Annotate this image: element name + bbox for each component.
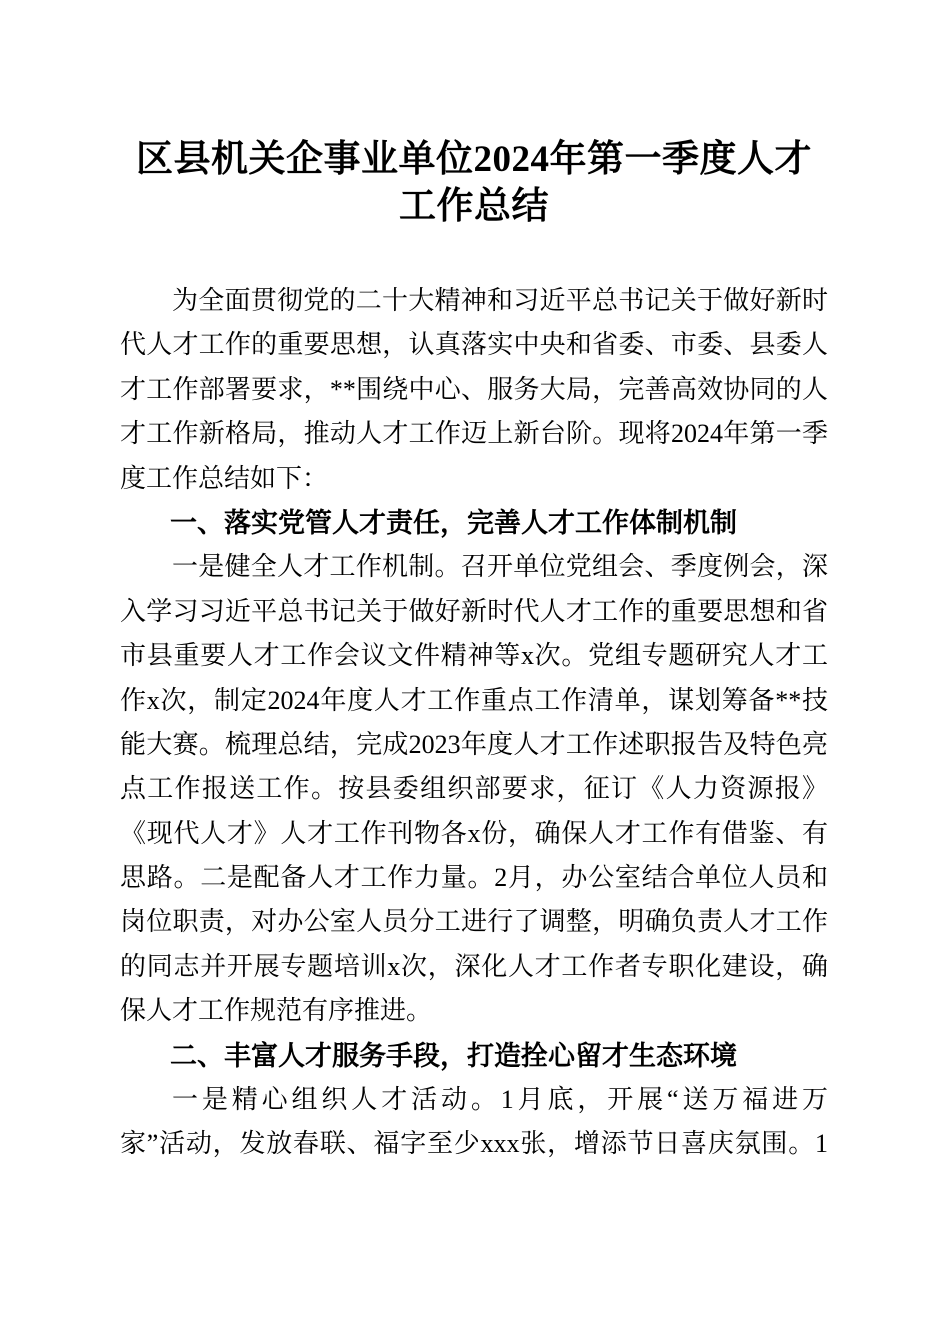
paragraph-line: 为全面贯彻党的二十大精神和习近平总书记关于做好新时	[172, 286, 828, 315]
paragraph-line: 的同志并开展专题培训x次，深化人才工作者专职化建设，确	[120, 951, 828, 981]
paragraph-line: 一是精心组织人才活动。1月底，开展“送万福进万	[172, 1085, 828, 1115]
document-title: 区县机关企事业单位2024年第一季度人才工作总结	[136, 139, 812, 227]
document-body	[120, 279, 828, 1167]
paragraph-line: 思路。二是配备人才工作力量。2月，办公室结合单位人员和	[120, 863, 828, 893]
paragraph-line: 一是健全人才工作机制。召开单位党组会、季度例会，深	[172, 552, 828, 582]
paragraph-line: 作x次，制定2024年度人才工作重点工作清单，谋划筹备**技	[120, 685, 828, 715]
paragraph-line: 家”活动，发放春联、福字至少xxx张，增添节日喜庆氛围。1	[120, 1129, 828, 1159]
paragraph-line: 岗位职责，对办公室人员分工进行了调整，明确负责人才工作	[120, 907, 828, 937]
paragraph-line: 保人才工作规范有序推进。	[120, 996, 433, 1026]
paragraph-line: 能大赛。梳理总结，完成2023年度人才工作述职报告及特色亮	[120, 729, 828, 759]
paragraph-line: 入学习习近平总书记关于做好新时代人才工作的重要思想和省	[120, 596, 828, 626]
paragraph-line: 代人才工作的重要思想，认真落实中央和省委、市委、县委人	[120, 330, 828, 360]
section-heading: 二、丰富人才服务手段，打造拴心留才生态环境	[170, 1040, 737, 1071]
paragraph-line: 才工作新格局，推动人才工作迈上新台阶。现将2024年第一季	[120, 419, 828, 449]
paragraph-line: 度工作总结如下：	[120, 463, 329, 493]
paragraph-line: 才工作部署要求，**围绕中心、服务大局，完善高效协同的人	[120, 374, 828, 404]
paragraph-line: 《现代人才》人才工作刊物各x份，确保人才工作有借鉴、有	[120, 818, 828, 848]
section-heading: 一、落实党管人才责任，完善人才工作体制机制	[170, 507, 737, 538]
paragraph-line: 市县重要人才工作会议文件精神等x次。党组专题研究人才工	[120, 641, 828, 671]
paragraph-line: 点工作报送工作。按县委组织部要求，征订《人力资源报》	[120, 774, 828, 804]
